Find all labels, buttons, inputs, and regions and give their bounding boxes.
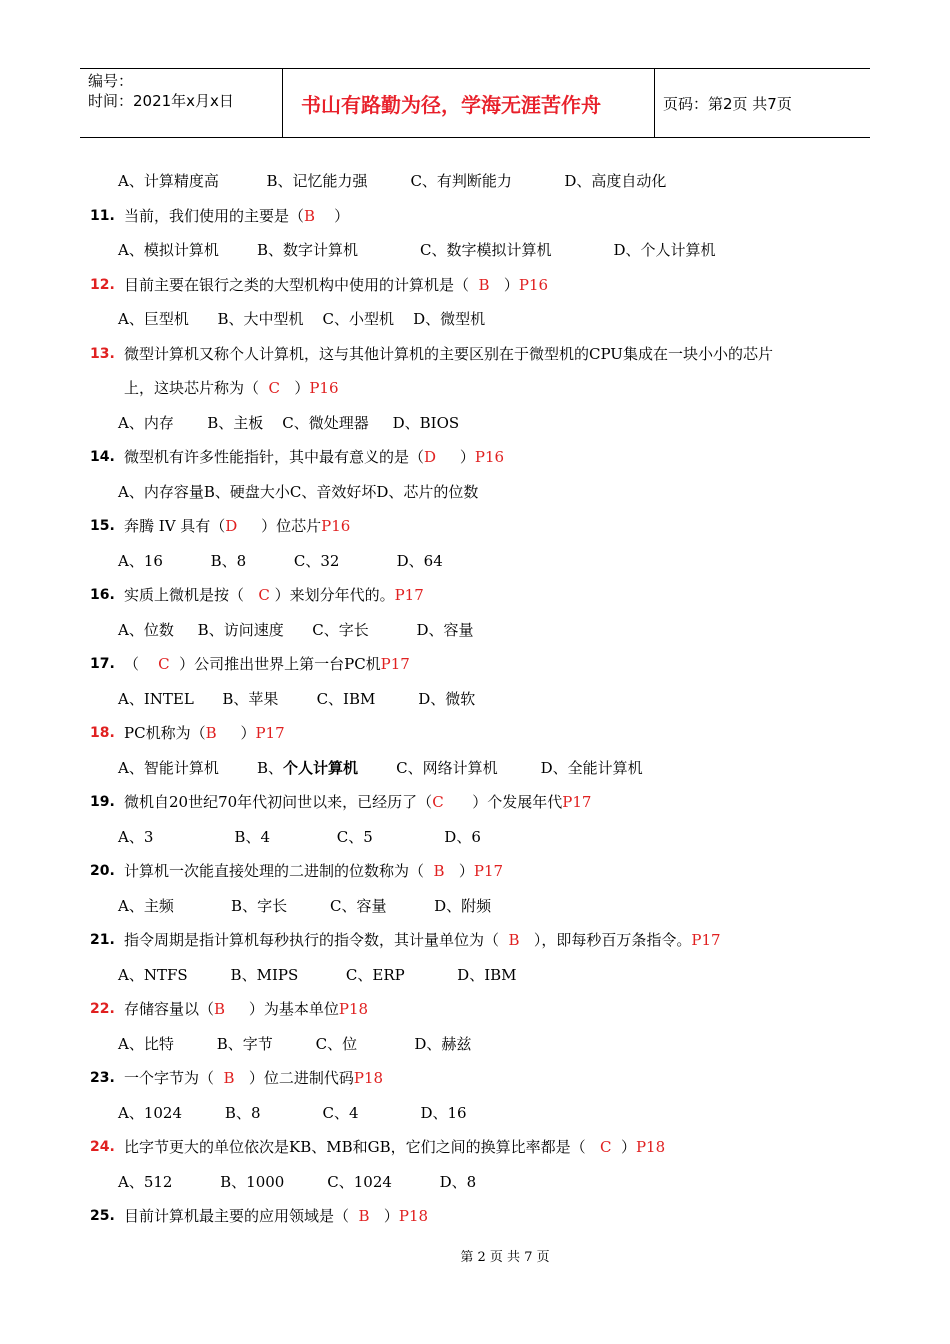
options-line: A、内存 B、主板 C、微处理器 D、BIOS bbox=[118, 413, 460, 432]
text-segment: ），即每秒百万条指令。 bbox=[519, 931, 692, 949]
question-line bbox=[90, 994, 870, 1029]
answer-text: B bbox=[205, 724, 217, 742]
text-segment: PC机称为（ bbox=[124, 724, 206, 742]
answer-text: P17 bbox=[473, 862, 504, 880]
text-segment: ）公司推出世界上第一台PC机 bbox=[169, 655, 381, 673]
text-segment: 目前主要在银行之类的大型机构中使用的计算机是（ bbox=[124, 275, 479, 294]
question-line bbox=[90, 649, 870, 684]
answer-text: B bbox=[304, 206, 316, 225]
answer-text: B bbox=[223, 1069, 235, 1087]
answer-text: C bbox=[268, 379, 281, 397]
question-text bbox=[124, 925, 721, 960]
options-line: A、16 B、8 C、32 D、64 bbox=[118, 551, 443, 570]
answer-text: B bbox=[358, 1207, 370, 1225]
options-line: A、主频 B、字长 C、容量 D、附频 bbox=[118, 896, 492, 915]
question-number: 24. bbox=[90, 1139, 115, 1155]
text-segment: 奔腾 IV 具有（ bbox=[124, 517, 226, 535]
answer-text: P17 bbox=[562, 793, 592, 811]
question-number: 16. bbox=[90, 587, 115, 603]
options-line: A、NTFS B、MIPS C、ERP D、IBM bbox=[118, 965, 517, 984]
options-line: A、512 B、1000 C、1024 D、8 bbox=[118, 1172, 477, 1191]
question-line bbox=[90, 270, 870, 305]
text-segment: ） bbox=[369, 1207, 399, 1225]
question-number: 18. bbox=[90, 725, 115, 741]
text-segment: 微机自20世纪70年代初问世以来，已经历了（ bbox=[124, 793, 433, 811]
text-segment: ） bbox=[444, 862, 474, 880]
answer-text: D bbox=[225, 517, 238, 535]
header-page-info: 页码：第2页 共7页 bbox=[663, 94, 792, 113]
text-segment: （ bbox=[124, 655, 159, 673]
question-line bbox=[90, 580, 870, 615]
question-text bbox=[124, 580, 424, 615]
question-line bbox=[90, 1063, 870, 1098]
question-number: 25. bbox=[90, 1208, 115, 1224]
answer-text: P17 bbox=[255, 724, 285, 742]
question-text bbox=[124, 1063, 383, 1098]
answer-text: P17 bbox=[380, 655, 410, 673]
question-number: 15. bbox=[90, 518, 115, 534]
question-text bbox=[124, 1132, 665, 1167]
question-number: 19. bbox=[90, 794, 115, 810]
question-text bbox=[124, 511, 350, 546]
answer-text: P17 bbox=[394, 586, 424, 604]
question-text bbox=[124, 442, 504, 477]
answer-text: C bbox=[258, 586, 270, 604]
text-segment: ）位二进制代码 bbox=[234, 1069, 354, 1087]
text-segment: ） bbox=[315, 206, 350, 225]
text-segment: 指令周期是指计算机每秒执行的指令数，其计量单位为（ bbox=[124, 931, 509, 949]
question-line bbox=[90, 856, 870, 891]
page-header bbox=[80, 68, 870, 138]
text-segment: ） bbox=[216, 724, 256, 742]
options-line: A、比特 B、字节 C、位 D、赫兹 bbox=[118, 1034, 472, 1053]
text-segment: ）个发展年代 bbox=[443, 793, 563, 811]
question-continuation bbox=[90, 373, 870, 408]
question-line bbox=[90, 718, 870, 753]
question-line bbox=[90, 1132, 870, 1167]
text-segment: ）来划分年代的。 bbox=[269, 586, 395, 604]
question-line bbox=[90, 511, 870, 546]
question-number: 22. bbox=[90, 1001, 115, 1017]
answer-text: P16 bbox=[309, 379, 339, 397]
answer-text: C bbox=[599, 1138, 612, 1156]
answer-text: P18 bbox=[353, 1069, 384, 1087]
answer-text: C bbox=[432, 793, 444, 811]
question-text bbox=[124, 270, 548, 305]
answer-text: B bbox=[478, 275, 490, 294]
answer-text: B bbox=[508, 931, 520, 949]
question-text bbox=[124, 1201, 428, 1236]
answer-text: B bbox=[214, 1000, 226, 1018]
text-segment: C、网络计算机 D、全能计算机 bbox=[358, 758, 643, 777]
time-text: 时间：2021年x月x日 bbox=[88, 92, 234, 110]
text-segment: 比字节更大的单位依次是KB、MB和GB，它们之间的换算比率都是（ bbox=[124, 1138, 600, 1156]
text-segment: ） bbox=[611, 1138, 636, 1156]
question-number: 21. bbox=[90, 932, 115, 948]
options-line: A、1024 B、8 C、4 D、16 bbox=[118, 1103, 467, 1122]
question-text bbox=[124, 201, 349, 236]
text-segment: ）位芯片 bbox=[237, 517, 322, 535]
text-segment: A、智能计算机 B、 bbox=[118, 758, 284, 777]
answer-text: D bbox=[424, 448, 437, 466]
question-text bbox=[124, 787, 591, 822]
header-motto: 书山有路勤为径，学海无涯苦作舟 bbox=[283, 69, 655, 137]
header-left-cell bbox=[80, 69, 283, 137]
text-segment: 当前，我们使用的主要是（ bbox=[124, 206, 305, 225]
answer-text: P16 bbox=[321, 517, 351, 535]
question-number: 13. bbox=[90, 345, 115, 362]
text-segment: ） bbox=[280, 379, 310, 397]
text-segment: ） bbox=[489, 275, 519, 294]
options-line: A、内存容量B、硬盘大小C、音效好坏D、芯片的位数 bbox=[118, 482, 479, 501]
options-line bbox=[90, 753, 870, 788]
question-line bbox=[90, 201, 870, 236]
text-segment: 个人计算机 bbox=[283, 758, 359, 777]
text-segment: 实质上微机是按（ bbox=[124, 586, 259, 604]
text-segment: 存储容量以（ bbox=[124, 1000, 215, 1018]
options-line: A、模拟计算机 B、数字计算机 C、数字模拟计算机 D、个人计算机 bbox=[118, 241, 716, 259]
options-line: A、计算精度高 B、记忆能力强 C、有判断能力 D、高度自动化 bbox=[118, 172, 667, 190]
text-segment: 微型计算机又称个人计算机，这与其他计算机的主要区别在于微型机的CPU集成在一块小小的芯片 bbox=[124, 344, 773, 363]
question-text bbox=[124, 718, 285, 753]
text-segment: 计算机一次能直接处理的二进制的位数称为（ bbox=[124, 862, 434, 880]
question-number: 12. bbox=[90, 276, 115, 293]
page-footer: 第 2 页 共 7 页 bbox=[460, 1250, 550, 1265]
question-number: 20. bbox=[90, 863, 115, 879]
question-line bbox=[90, 442, 870, 477]
answer-text: C bbox=[158, 655, 170, 673]
answer-text: P18 bbox=[338, 1000, 369, 1018]
answer-text: P18 bbox=[398, 1207, 429, 1225]
question-number: 23. bbox=[90, 1070, 115, 1086]
question-number: 11. bbox=[90, 207, 115, 224]
question-line bbox=[90, 787, 870, 822]
options-line: A、3 B、4 C、5 D、6 bbox=[118, 827, 481, 846]
code-label: 编号： bbox=[88, 72, 134, 90]
answer-text: P16 bbox=[474, 448, 505, 466]
options-line: A、巨型机 B、大中型机 C、小型机 D、微型机 bbox=[118, 310, 486, 328]
question-line bbox=[90, 925, 870, 960]
options-line: A、INTEL B、苹果 C、IBM D、微软 bbox=[118, 689, 476, 708]
options-line: A、位数 B、访问速度 C、字长 D、容量 bbox=[118, 620, 474, 639]
answer-text: P16 bbox=[518, 275, 549, 294]
question-list bbox=[90, 166, 870, 1236]
text-segment: 一个字节为（ bbox=[124, 1069, 224, 1087]
text-segment: 目前计算机最主要的应用领域是（ bbox=[124, 1207, 359, 1225]
text-segment: 微型机有许多性能指针，其中最有意义的是（ bbox=[124, 448, 425, 466]
question-text bbox=[124, 339, 773, 374]
answer-text: P17 bbox=[691, 931, 721, 949]
question-number: 17. bbox=[90, 656, 115, 672]
question-number: 14. bbox=[90, 449, 115, 465]
question-text bbox=[124, 994, 368, 1029]
question-line bbox=[90, 1201, 870, 1236]
question-text bbox=[124, 856, 503, 891]
answer-text: P18 bbox=[635, 1138, 666, 1156]
text-segment: 上，这块芯片称为（ bbox=[124, 379, 269, 397]
question-text bbox=[124, 649, 410, 684]
text-segment: ）为基本单位 bbox=[225, 1000, 339, 1018]
question-line bbox=[90, 339, 870, 374]
text-segment: ） bbox=[436, 448, 475, 466]
answer-text: B bbox=[433, 862, 445, 880]
